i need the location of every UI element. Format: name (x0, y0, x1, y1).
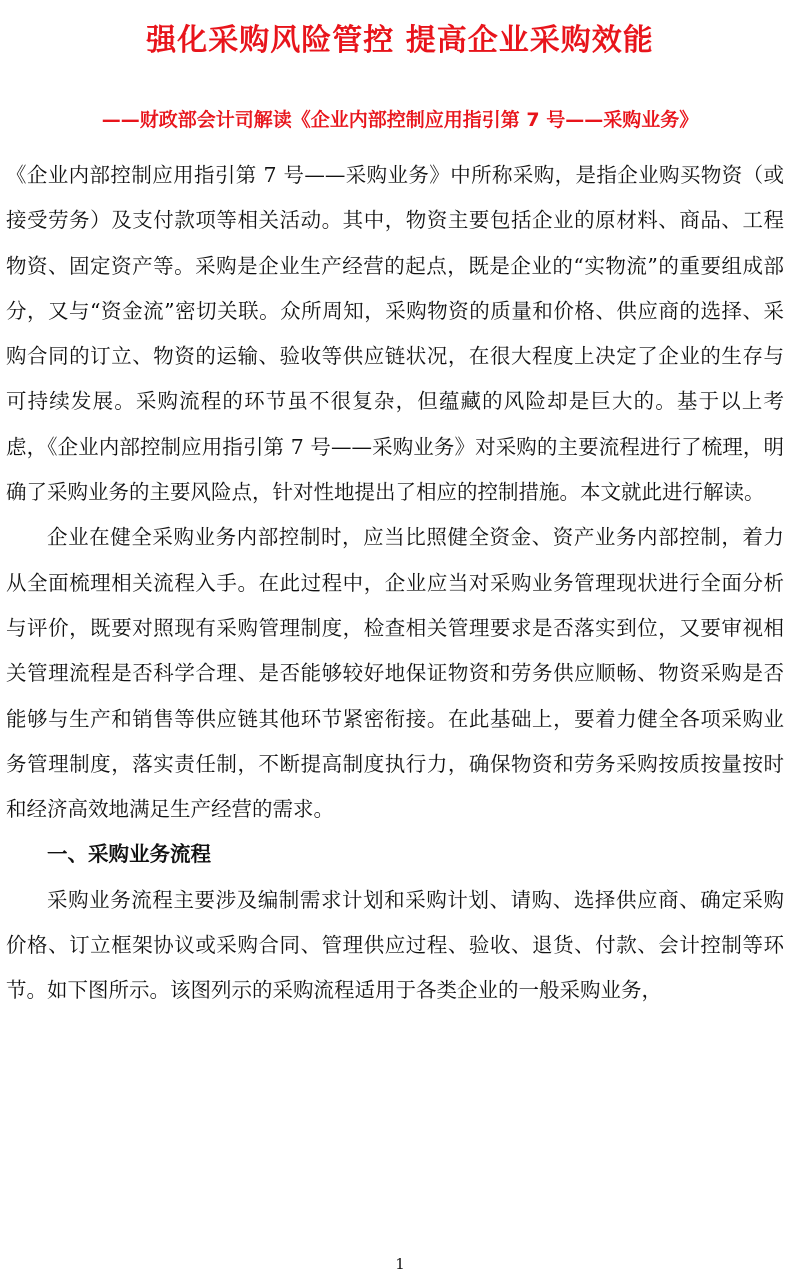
section-paragraph: 采购业务流程主要涉及编制需求计划和采购计划、请购、选择供应商、确定采购价格、订立框架协议或采购合同、管理供应过程、验收、退货、付款、会计控制等环节。如下图所示。该图列示的采购流程适用于各类企业的一般采购业务， (6, 887, 784, 1003)
body-paragraph-internal-control: 企业在健全采购业务内部控制时，应当比照健全资金、资产业务内部控制，着力从全面梳理相关流程入手。在此过程中，企业应当对采购业务管理现状进行全面分析与评价，既要对照现有采购管理制度，检查相关管理要求是否落实到位，又要审视相关管理流程是否科学合理、是否能够较好地保证物资和劳务供应顺畅、物资采购是否能够与生产和销售等供应链其他环节紧密衔接。在此基础上，要着力健全各项采购业务管理制度，落实责任制，不断提高制度执行力，确保物资和劳务采购按质按量按时和经济高效地满足生产经营的需求。 (6, 525, 784, 822)
section-heading: 一、采购业务流程 (47, 842, 211, 867)
document-body (6, 153, 784, 1014)
body-paragraph-intro: 《企业内部控制应用指引第 7 号——采购业务》中所称采购，是指企业购买物资（或接受劳务）及支付款项等相关活动。其中，物资主要包括企业的原材料、商品、工程物资、固定资产等。采购是企业生产经营的起点，既是企业的“实物流”的重要组成部分，又与“资金流”密切关联。众所周知，采购物资的质量和价格、供应商的选择、采购合同的订立、物资的运输、验收等供应链状况，在很大程度上决定了企业的生存与可持续发展。采购流程的环节虽不很复杂，但蕴藏的风险却是巨大的。基于以上考虑，《企业内部控制应用指引第 7 号——采购业务》对采购的主要流程进行了梳理，明确了采购业务的主要风险点，针对性地提出了相应的控制措施。本文就此进行解读。 (6, 163, 784, 505)
document-title: 强化采购风险管控 提高企业采购效能 (146, 23, 654, 58)
document-subtitle: ——财政部会计司解读《企业内部控制应用指引第 7 号——采购业务》 (101, 109, 699, 131)
page-number: 1 (395, 1255, 405, 1273)
